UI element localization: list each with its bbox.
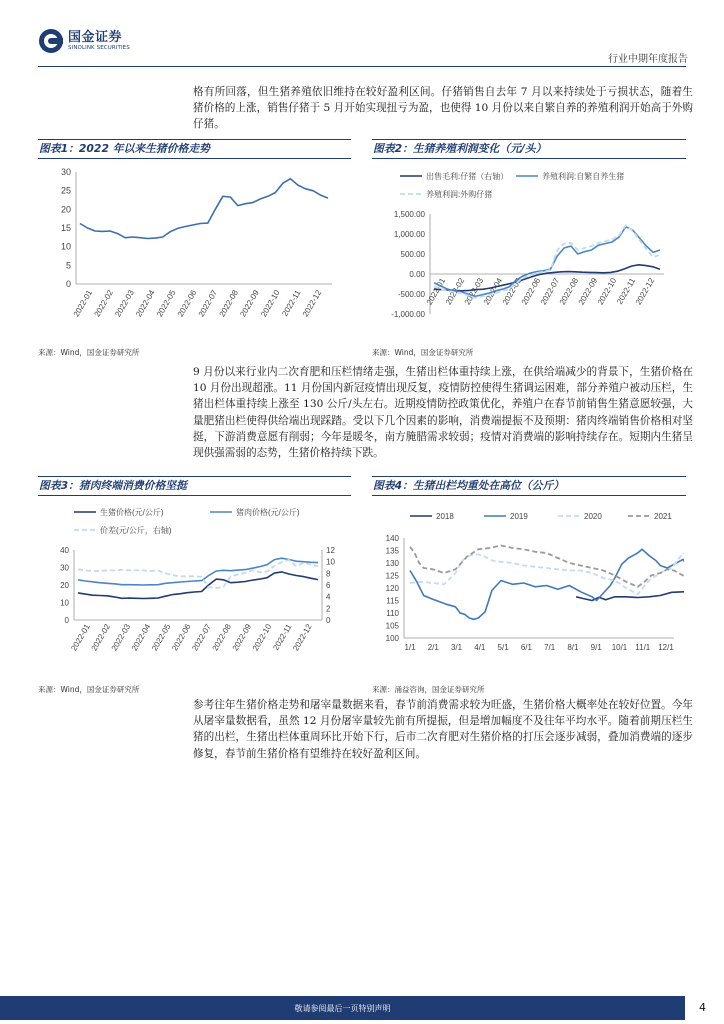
header-divider: [38, 66, 686, 67]
fig2-y-tick-label: 500.00: [400, 250, 425, 259]
figure-4-source: 来源：涌益咨询，国金证券研究所: [372, 685, 485, 694]
fig1-x-tick-label: 2022-04: [134, 288, 157, 319]
fig3-y-tick-label: 10: [60, 598, 69, 608]
fig4-x-tick-label: 9/1: [590, 643, 602, 652]
fig3-y-right-tick-label: 0: [326, 616, 331, 625]
logo-chinese-name: 国金证券: [68, 29, 123, 45]
fig4-y-tick-label: 120: [385, 584, 399, 593]
fig1-y-tick-label: 0: [65, 279, 71, 289]
fig2-legend-label-2: 养殖利润:外购仔猪: [426, 190, 493, 199]
footer-disclaimer-note: 敬请参阅最后一页特别声明: [294, 1004, 391, 1013]
fig1-x-tick-label: 2022-10: [259, 288, 282, 319]
figure-3-chart: [40, 500, 350, 680]
fig3-y-right-tick-label: 12: [326, 546, 335, 555]
fig3-x-tick-label: 2022-07: [190, 622, 213, 653]
fig3-y-right-tick-label: 4: [326, 592, 331, 602]
fig2-x-tick-label: 2022-07: [538, 276, 562, 307]
fig4-x-tick-label: 1/1: [404, 643, 416, 652]
fig1-x-tick-label: 2022-11: [280, 288, 303, 318]
fig2-x-tick-label: 2022-11: [615, 276, 638, 306]
fig1-x-tick-label: 2022-12: [300, 288, 324, 319]
body-paragraph-2: 9 月份以来行业内二次育肥和压栏情绪走强，生猪出栏体重持续上涨，在供给端减少的背景下，生猪价格在 10 月份出现超涨。11 月份国内新冠疫情出现反复，疫情防控使得生猪调运困难，部分养殖户被动压栏，生猪出栏体重持续上涨至 130 公斤/头左右。近期疫情防控政策优化，养殖户在春节前销售生猪意愿较强，大量肥猪出栏使得供给端出现踩踏。受以下几个因素的影响，消费端提振不及预期：猪肉终端销售价格相对坚挺，下游消费意愿有削弱；今年是暖冬，南方腌腊需求较弱；疫情对消费端的影响持续存在。短期内生猪呈现供强需弱的态势，生猪价格持续下跌。: [193, 366, 693, 460]
figure-2-chart: [374, 162, 684, 344]
fig3-legend-label-1: 猪肉价格(元/公斤): [236, 508, 300, 517]
fig3-x-tick-label: 2022-11: [271, 622, 294, 652]
fig2-legend-label-0: 出售毛利:仔猪（右轴）: [426, 172, 509, 181]
logo-english-name: SINOLINK SECURITIES: [68, 44, 130, 51]
fig3-x-tick-label: 2022-12: [291, 622, 314, 653]
fig2-x-tick-label: 2022-08: [557, 276, 581, 307]
fig3-y-tick-label: 30: [60, 563, 69, 573]
report-type-label: 行业中期年度报告: [608, 54, 688, 65]
fig3-y-right-tick-label: 10: [326, 557, 335, 567]
fig2-x-tick-label: 2022-02: [443, 276, 467, 307]
fig4-series-line-3: [410, 546, 684, 587]
fig4-y-tick-label: 105: [385, 621, 399, 631]
fig1-x-tick-label: 2022-03: [113, 288, 136, 319]
fig4-y-tick-label: 100: [385, 634, 399, 643]
fig3-y-tick-label: 0: [64, 616, 69, 625]
fig4-x-tick-label: 6/1: [520, 643, 532, 652]
figure-2-title: 图表2：生猪养殖利润变化（元/头）: [372, 139, 686, 159]
fig1-y-tick-label: 5: [65, 260, 71, 271]
fig4-y-tick-label: 125: [385, 571, 399, 581]
fig4-x-tick-label: 4/1: [474, 643, 486, 652]
fig4-y-tick-label: 135: [385, 546, 399, 556]
fig2-x-tick-label: 2022-10: [595, 276, 619, 307]
fig1-series-line-0: [80, 179, 328, 239]
fig4-x-tick-label: 7/1: [544, 643, 556, 652]
fig4-legend-label-1: 2019: [510, 512, 528, 521]
figure-1-svg: [40, 162, 340, 344]
fig3-x-tick-label: 2022-04: [129, 622, 153, 653]
page-header: [0, 0, 724, 70]
fig2-y-tick-label: 1,500.00: [393, 210, 425, 219]
fig2-x-tick-label: 2022-01: [424, 276, 448, 307]
fig4-x-tick-label: 3/1: [450, 643, 463, 652]
fig2-legend-label-1: 养殖利润:自繁自养生猪: [542, 172, 625, 181]
fig3-x-tick-label: 2022-08: [210, 622, 233, 653]
fig3-x-tick-label: 2022-02: [89, 622, 112, 653]
fig3-y-tick-label: 40: [60, 546, 69, 555]
fig1-x-tick-label: 2022-08: [217, 288, 240, 319]
figure-1-title: 图表1：2022 年以来生猪价格走势: [38, 139, 351, 159]
fig1-x-tick-label: 2022-09: [238, 288, 261, 319]
page-footer: [0, 996, 724, 1024]
fig4-y-tick-label: 130: [385, 559, 399, 568]
figure-2-svg: [374, 162, 684, 344]
fig1-x-tick-label: 2022-05: [155, 288, 178, 319]
figure-4-chart: [374, 500, 684, 680]
fig2-y-tick-label: -1,000.00: [391, 310, 425, 319]
fig4-x-tick-label: 11/1: [635, 643, 651, 652]
fig4-y-tick-label: 140: [385, 534, 399, 543]
fig2-x-tick-label: 2022-09: [576, 276, 600, 307]
fig2-x-tick-label: 2022-12: [633, 276, 657, 307]
figure-1-source: 来源：Wind，国金证券研究所: [38, 348, 140, 357]
figure-2-source: 来源：Wind，国金证券研究所: [372, 348, 474, 357]
fig4-legend-label-3: 2021: [654, 512, 672, 521]
fig2-x-tick-label: 2022-03: [462, 276, 486, 307]
figure-3-svg: [40, 500, 350, 680]
fig3-y-tick-label: 20: [60, 581, 69, 590]
fig1-x-tick-label: 2022-07: [196, 288, 220, 319]
fig1-y-tick-label: 15: [60, 223, 71, 233]
fig4-legend-label-0: 2018: [436, 512, 454, 521]
fig3-x-tick-label: 2022-05: [150, 622, 173, 653]
fig3-x-tick-label: 2022-06: [170, 622, 193, 653]
fig1-x-tick-label: 2022-06: [175, 288, 199, 319]
figure-3-source: 来源：Wind，国金证券研究所: [38, 685, 140, 694]
fig4-series-line-0: [576, 591, 684, 601]
body-paragraph-3: 参考往年生猪价格走势和屠宰量数据来看，春节前消费需求较为旺盛，生猪价格大概率处在较好位置。今年从屠宰量数据看，虽然 12 月份屠宰量较先前有所提振，但是增加幅度不及往年平均水平。随着前期压栏生猪的出栏，生猪出栏体重周环比开始下行，后市二次育肥对生猪价格的打压会逐步减弱，叠加消费端的逐步修复，春节前生猪价格有望维持在较好盈利区间。: [193, 699, 693, 760]
fig2-x-tick-label: 2022-04: [481, 276, 505, 307]
fig1-x-tick-label: 2022-01: [71, 288, 95, 319]
fig3-x-tick-label: 2022-01: [69, 622, 92, 653]
fig1-y-tick-label: 20: [60, 204, 71, 215]
fig3-x-tick-label: 2022-03: [109, 622, 133, 653]
figure-4-svg: [374, 500, 684, 680]
fig2-y-tick-label: 1,000.00: [393, 230, 425, 239]
sinolink-logo-icon: [38, 28, 64, 54]
page-number: 4: [699, 1001, 706, 1014]
fig3-x-tick-label: 2022-09: [230, 622, 254, 653]
fig2-x-tick-label: 2022-05: [500, 276, 524, 307]
fig3-legend-label-2: 价差(元/公斤，右轴): [100, 526, 172, 535]
fig3-y-right-tick-label: 2: [326, 604, 331, 614]
company-logo: [38, 28, 130, 54]
fig2-y-tick-label: 0.00: [409, 270, 425, 279]
fig3-x-tick-label: 2022-10: [250, 622, 274, 653]
fig3-legend-label-0: 生猪价格(元/公斤): [100, 508, 164, 517]
figure-3-title: 图表3：猪肉终端消费价格坚挺: [38, 476, 351, 496]
fig2-x-tick-label: 2022-06: [519, 276, 543, 307]
fig4-x-tick-label: 10/1: [611, 643, 628, 652]
fig4-series-line-2: [410, 553, 684, 594]
fig1-x-tick-label: 2022-02: [92, 288, 115, 319]
figure-1-chart: [40, 162, 340, 344]
fig2-y-tick-label: -500.00: [397, 290, 425, 299]
fig4-series-line-1: [410, 549, 684, 619]
fig3-y-right-tick-label: 8: [326, 569, 331, 579]
fig4-legend-label-2: 2020: [584, 512, 602, 521]
fig4-x-tick-label: 8/1: [567, 643, 579, 652]
fig4-y-tick-label: 110: [386, 609, 399, 618]
fig3-y-right-tick-label: 6: [326, 581, 331, 590]
fig4-y-tick-label: 115: [386, 596, 399, 606]
body-paragraph-1: 格有所回落，但生猪养殖依旧维持在较好盈利区间。仔猪销售自去年 7 月以来持续处于亏损状态，随着生猪价格的上涨，销售仔猪于 5 月开始实现扭亏为盈，也使得 10 月份以来自繁自养的养殖利润开始高于外购仔猪。: [193, 86, 693, 131]
fig1-y-tick-label: 10: [60, 241, 71, 252]
fig1-y-tick-label: 30: [60, 167, 71, 177]
figure-4-title: 图表4：生猪出栏均重处在高位（公斤）: [372, 476, 686, 496]
fig4-x-tick-label: 2/1: [427, 643, 439, 652]
fig4-x-tick-label: 12/1: [658, 643, 674, 652]
fig1-y-tick-label: 25: [60, 185, 71, 196]
fig4-x-tick-label: 5/1: [497, 643, 509, 652]
